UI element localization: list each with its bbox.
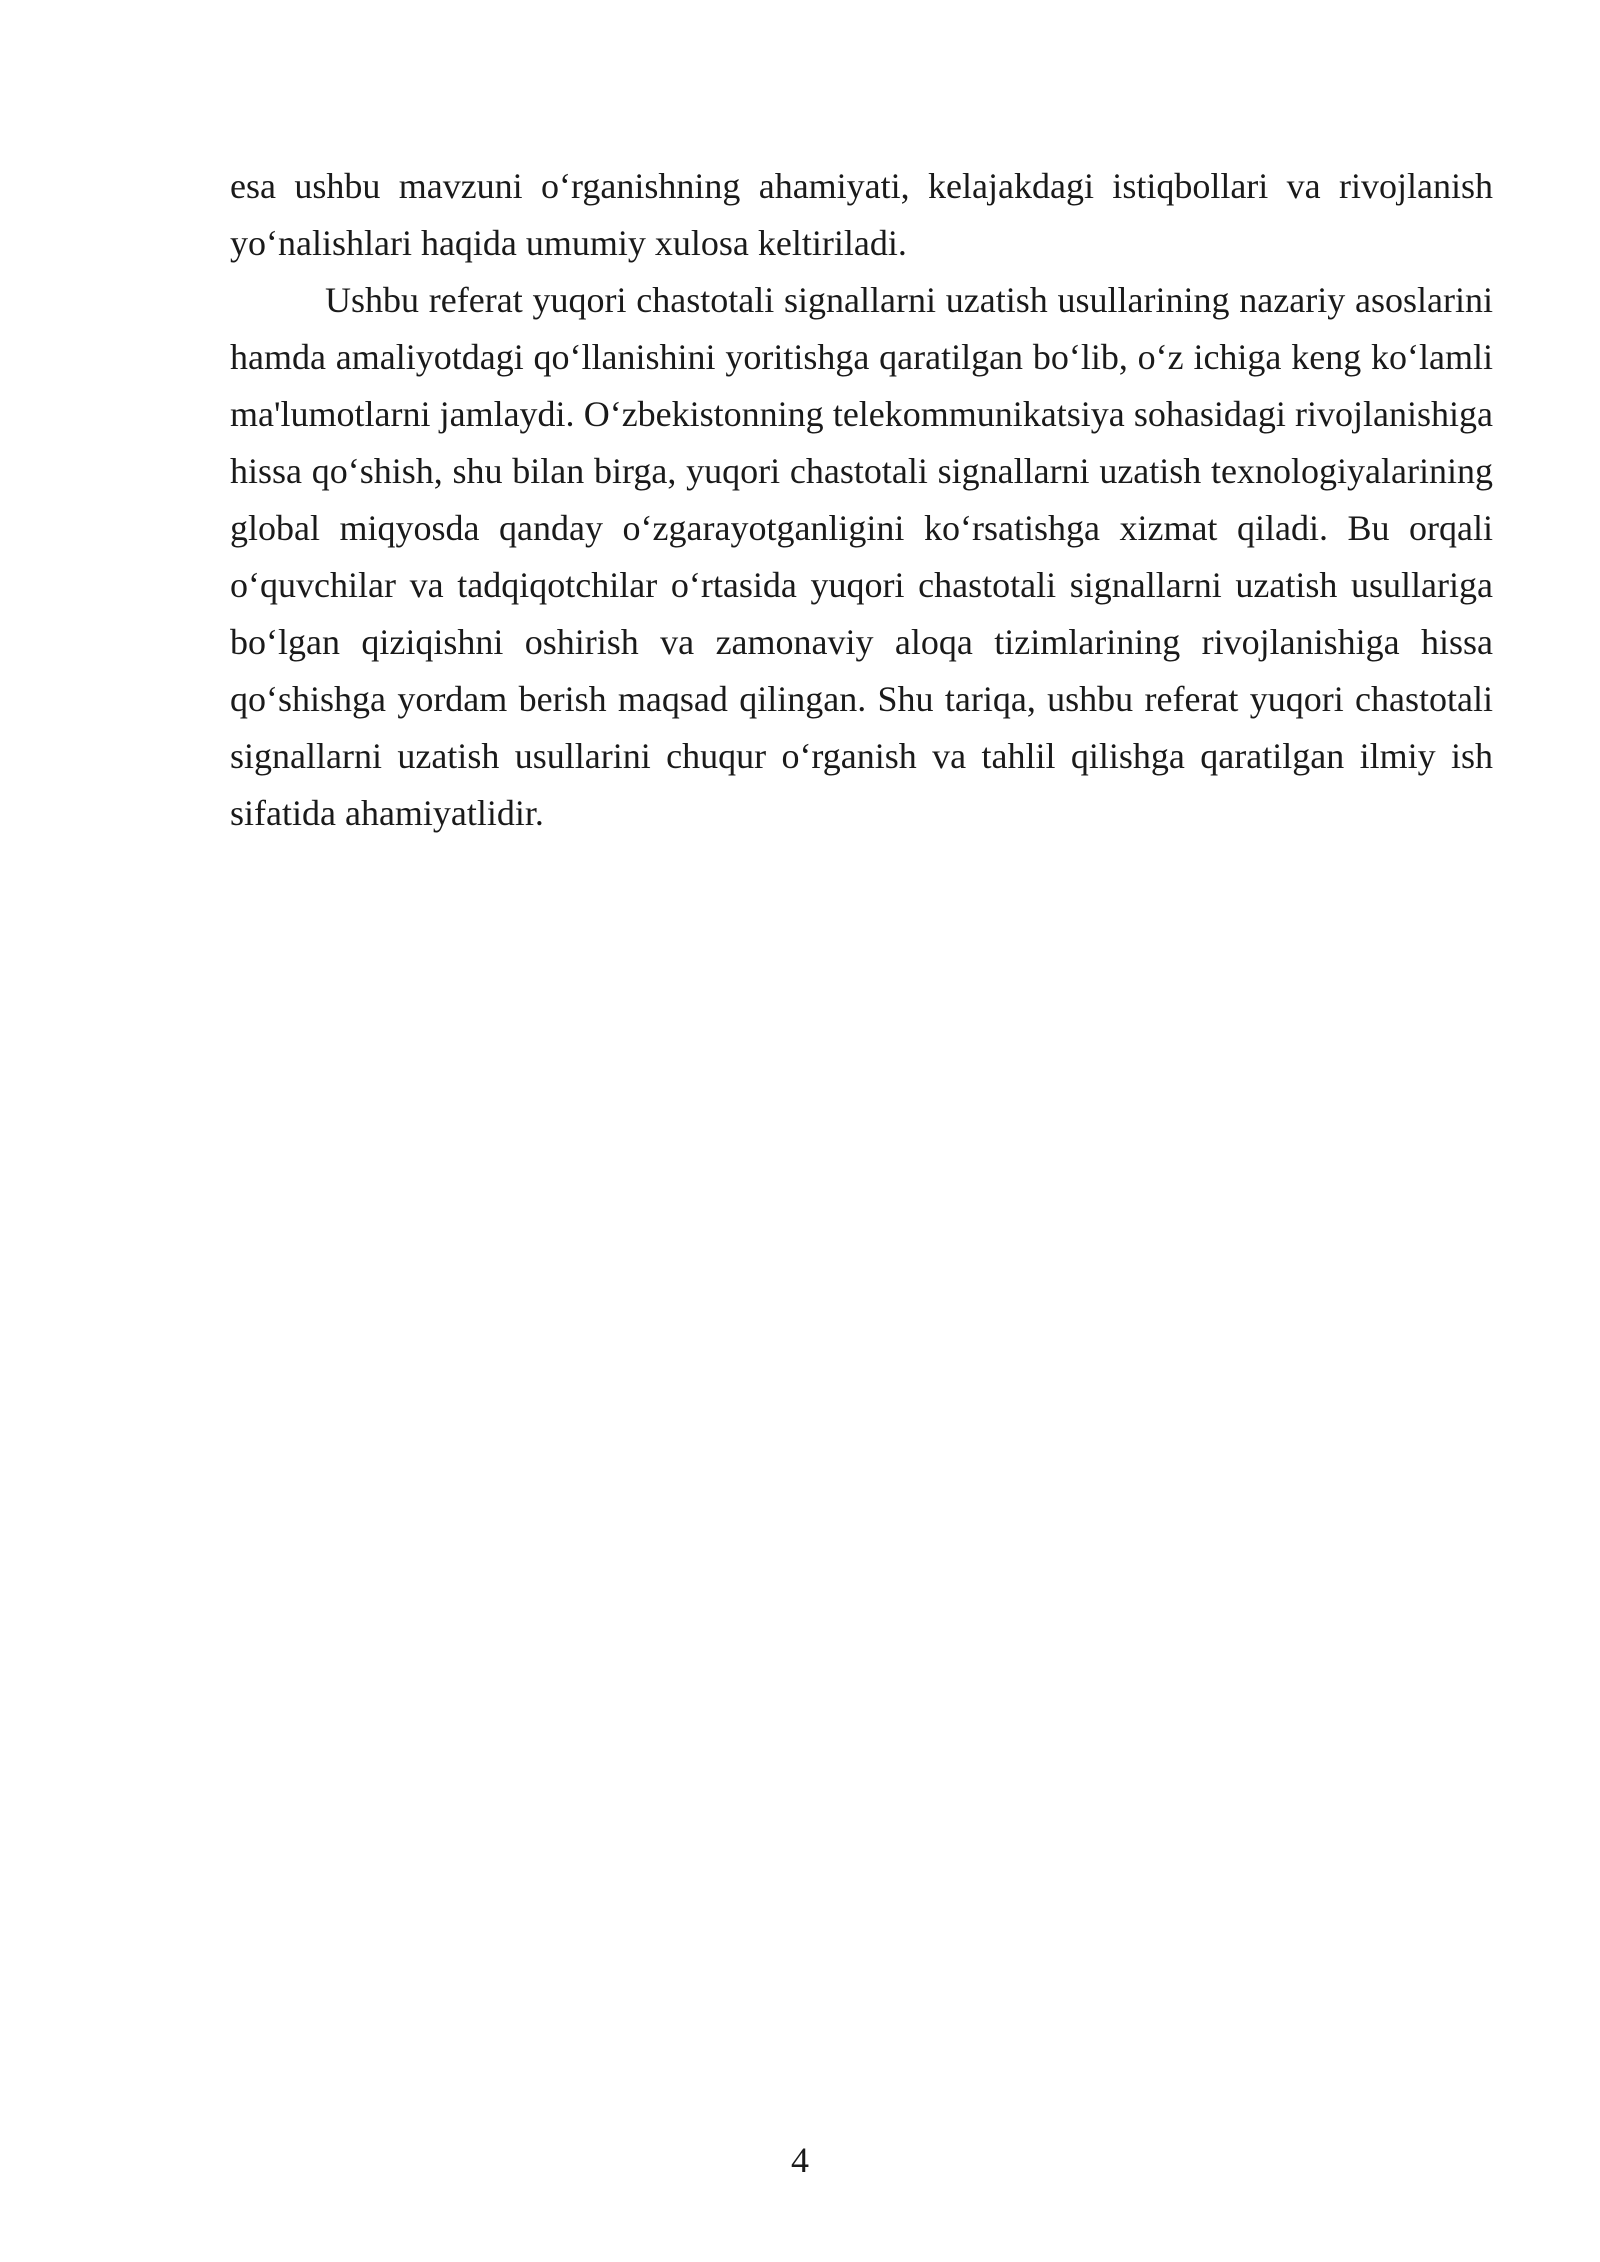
paragraph-referat-summary: Ushbu referat yuqori chastotali signallarni uzatish usullarining nazariy asoslarini hamda amaliyotdagi qo‘llanishini yoritishga qaratilgan bo‘lib, o‘z ichiga keng ko‘lamli ma'lumotlarni jamlaydi. O‘zbekistonning telekommunikatsiya sohasidagi rivojlanishiga hissa qo‘shish, shu bilan birga, yuqori chastotali signallarni uzatish texnologiyalarining global miqyosda qanday o‘zgarayotganligini ko‘rsatishga xizmat qiladi. Bu orqali o‘quvchilar va tadqiqotchilar o‘rtasida yuqori chastotali signallarni uzatish usullariga bo‘lgan qiziqishni oshirish va zamonaviy aloqa tizimlarining rivojlanishiga hissa qo‘shishga yordam berish maqsad qilingan. Shu tariqa, ushbu referat yuqori chastotali signallarni uzatish usullarini chuqur o‘rganish va tahlil qilishga qaratilgan ilmiy ish sifatida ahamiyatlidir. bbox=[230, 280, 1493, 833]
page-number: 4 bbox=[791, 2140, 809, 2180]
document-body bbox=[230, 158, 1493, 842]
paragraph-continuation: esa ushbu mavzuni o‘rganishning ahamiyati, kelajakdagi istiqbollari va rivojlanish yo‘nalishlari haqida umumiy xulosa keltiriladi. bbox=[230, 166, 1493, 263]
